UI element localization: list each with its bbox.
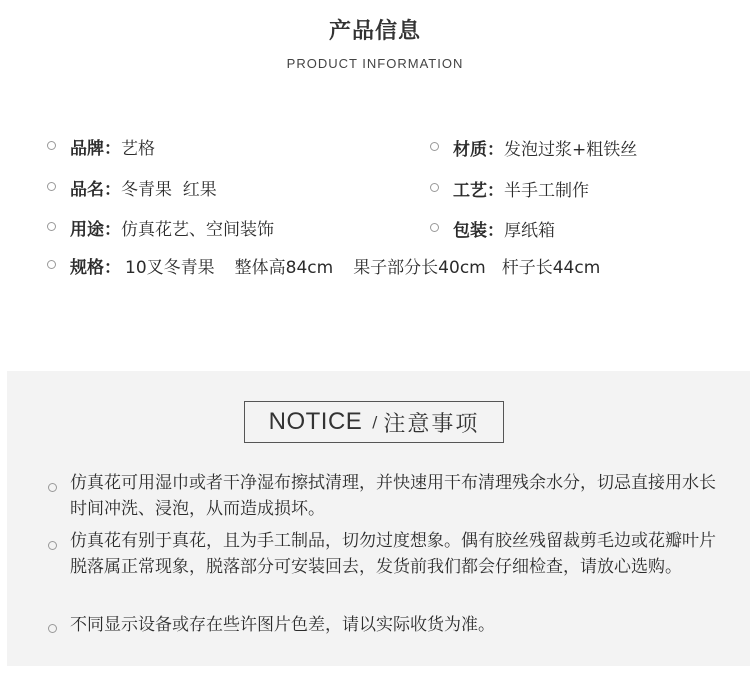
bullet-icon bbox=[48, 483, 57, 492]
packing-label: 包装： bbox=[453, 221, 504, 241]
notice-item: 仿真花可用湿巾或者干净湿布擦拭清理，并快速用干布清理残余水分，切忌直接用水长时间冲洗、浸泡，从而造成损坏。 bbox=[70, 473, 716, 519]
name-value: 冬青果 红果 bbox=[121, 180, 217, 200]
page-title: 产品信息 bbox=[328, 19, 421, 44]
usage-label: 用途： bbox=[70, 220, 121, 240]
page-subtitle: PRODUCT INFORMATION bbox=[286, 56, 464, 71]
bullet-icon bbox=[47, 260, 56, 269]
brand-label: 品牌： bbox=[70, 139, 121, 159]
bullet-icon bbox=[47, 141, 56, 150]
material-value: 发泡过浆+粗铁丝 bbox=[504, 140, 638, 160]
bullet-icon bbox=[48, 541, 57, 550]
notice-separator: / bbox=[372, 413, 378, 431]
spec-label: 规格： bbox=[70, 258, 121, 278]
brand-value: 艺格 bbox=[121, 139, 155, 159]
notice-item: 不同显示设备或存在些许图片色差，请以实际收货为准。 bbox=[70, 615, 495, 635]
spec-item: 果子部分长40cm bbox=[353, 258, 486, 278]
bullet-icon bbox=[430, 223, 439, 232]
spec-item: 整体高84cm bbox=[234, 258, 334, 278]
craft-value: 半手工制作 bbox=[504, 181, 589, 201]
notice-title-zh: 注意事项 bbox=[383, 411, 480, 437]
packing-value: 厚纸箱 bbox=[504, 221, 555, 241]
bullet-icon bbox=[47, 222, 56, 231]
craft-label: 工艺： bbox=[453, 181, 504, 201]
bullet-icon bbox=[47, 182, 56, 191]
spec-item: 10叉冬青果 bbox=[125, 258, 215, 278]
notice-section bbox=[7, 371, 750, 666]
bullet-icon bbox=[430, 142, 439, 151]
name-label: 品名： bbox=[70, 180, 121, 200]
usage-value: 仿真花艺、空间装饰 bbox=[121, 220, 274, 240]
notice-item: 仿真花有别于真花，且为手工制品，切勿过度想象。偶有胶丝残留裁剪毛边或花瓣叶片脱落属正常现象，脱落部分可安装回去，发货前我们都会仔细检查，请放心选购。 bbox=[70, 531, 716, 577]
spec-item: 杆子长44cm bbox=[501, 258, 601, 278]
bullet-icon bbox=[430, 183, 439, 192]
notice-title-en: NOTICE bbox=[268, 408, 363, 435]
notice-heading bbox=[244, 401, 504, 443]
material-label: 材质： bbox=[453, 140, 504, 160]
bullet-icon bbox=[48, 624, 57, 633]
